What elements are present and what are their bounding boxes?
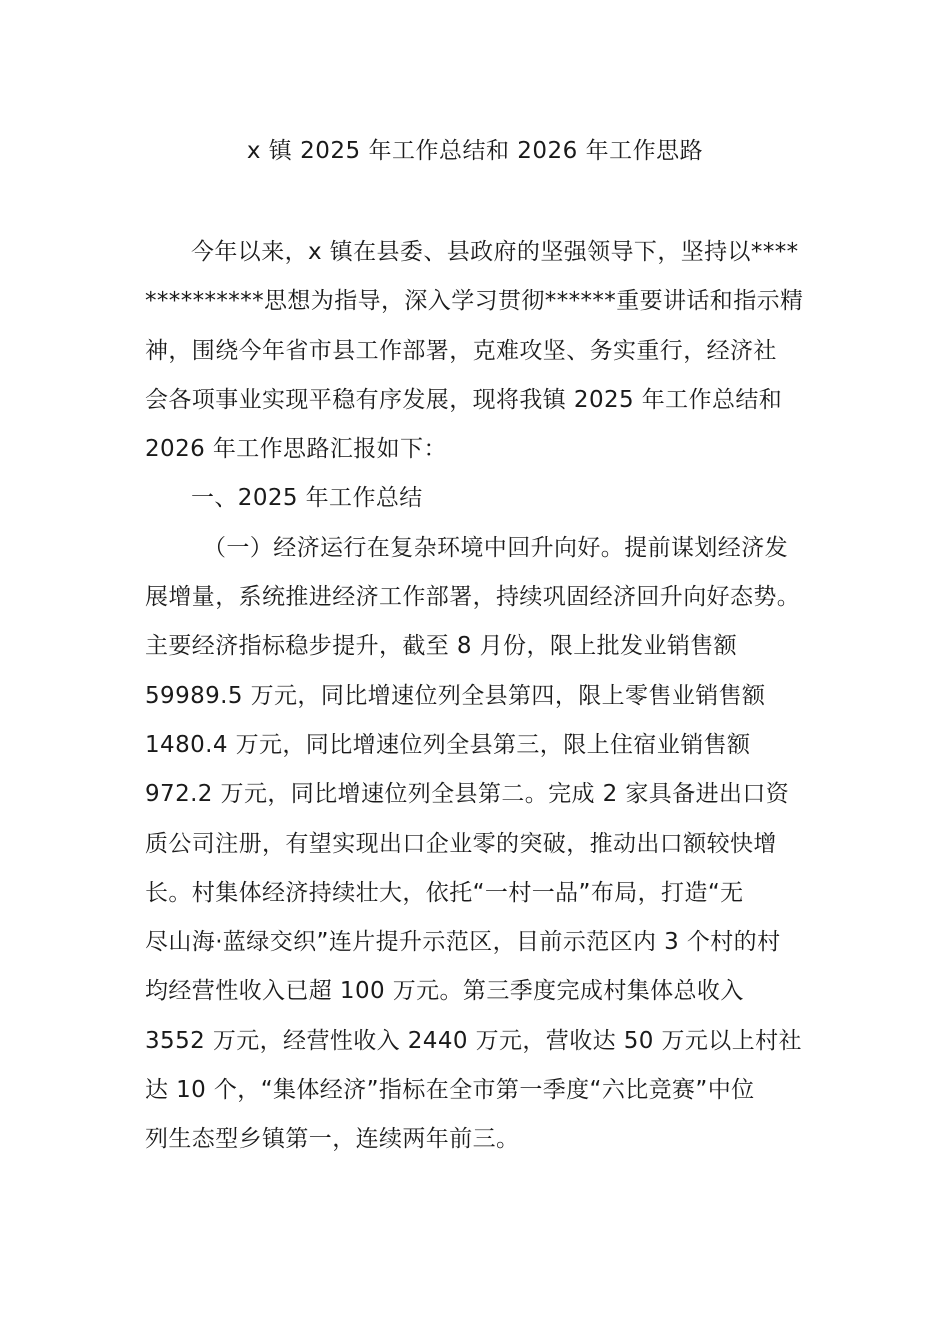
text-line: 59989.5 万元，同比增速位列全县第四，限上零售业销售额 xyxy=(145,682,766,709)
text-line: 3552 万元，经营性收入 2440 万元，营收达 50 万元以上村社 xyxy=(145,1027,802,1054)
document-body xyxy=(145,228,825,1165)
section-heading: 一、2025 年工作总结 xyxy=(191,485,423,512)
text-line: **********思想为指导，深入学习贯彻******重要讲话和指示精 xyxy=(145,288,804,315)
text-line: 展增量，系统推进经济工作部署，持续巩固经济回升向好态势。 xyxy=(145,584,801,611)
text-line: 列生态型乡镇第一，连续两年前三。 xyxy=(145,1126,520,1153)
text-line: 1480.4 万元，同比增速位列全县第三，限上住宿业销售额 xyxy=(145,731,751,758)
text-line: 神，围绕今年省市县工作部署，克难攻坚、务实重行，经济社 xyxy=(145,337,777,364)
document-title: x 镇 2025 年工作总结和 2026 年工作思路 xyxy=(246,138,704,164)
text-line: 2026 年工作思路汇报如下： xyxy=(145,436,447,463)
text-line: 今年以来，x 镇在县委、县政府的坚强领导下，坚持以**** xyxy=(191,239,799,265)
text-line: 972.2 万元，同比增速位列全县第二。完成 2 家具备进出口资 xyxy=(145,781,790,808)
text-line: 达 10 个，“集体经济”指标在全市第一季度“六比竞赛”中位 xyxy=(145,1077,755,1104)
text-line: 尽山海·蓝绿交织”连片提升示范区，目前示范区内 3 个村的村 xyxy=(145,929,781,956)
text-line: 主要经济指标稳步提升，截至 8 月份，限上批发业销售额 xyxy=(145,633,738,660)
text-line: 会各项事业实现平稳有序发展，现将我镇 2025 年工作总结和 xyxy=(145,386,783,413)
text-line: 长。村集体经济持续壮大，依托“一村一品”布局，打造“无 xyxy=(145,879,744,906)
subsection-heading: （一）经济运行在复杂环境中回升向好。提前谋划经济发 xyxy=(203,534,788,561)
text-line: 质公司注册，有望实现出口企业零的突破，推动出口额较快增 xyxy=(145,830,777,857)
text-line: 均经营性收入已超 100 万元。第三季度完成村集体总收入 xyxy=(145,978,744,1005)
